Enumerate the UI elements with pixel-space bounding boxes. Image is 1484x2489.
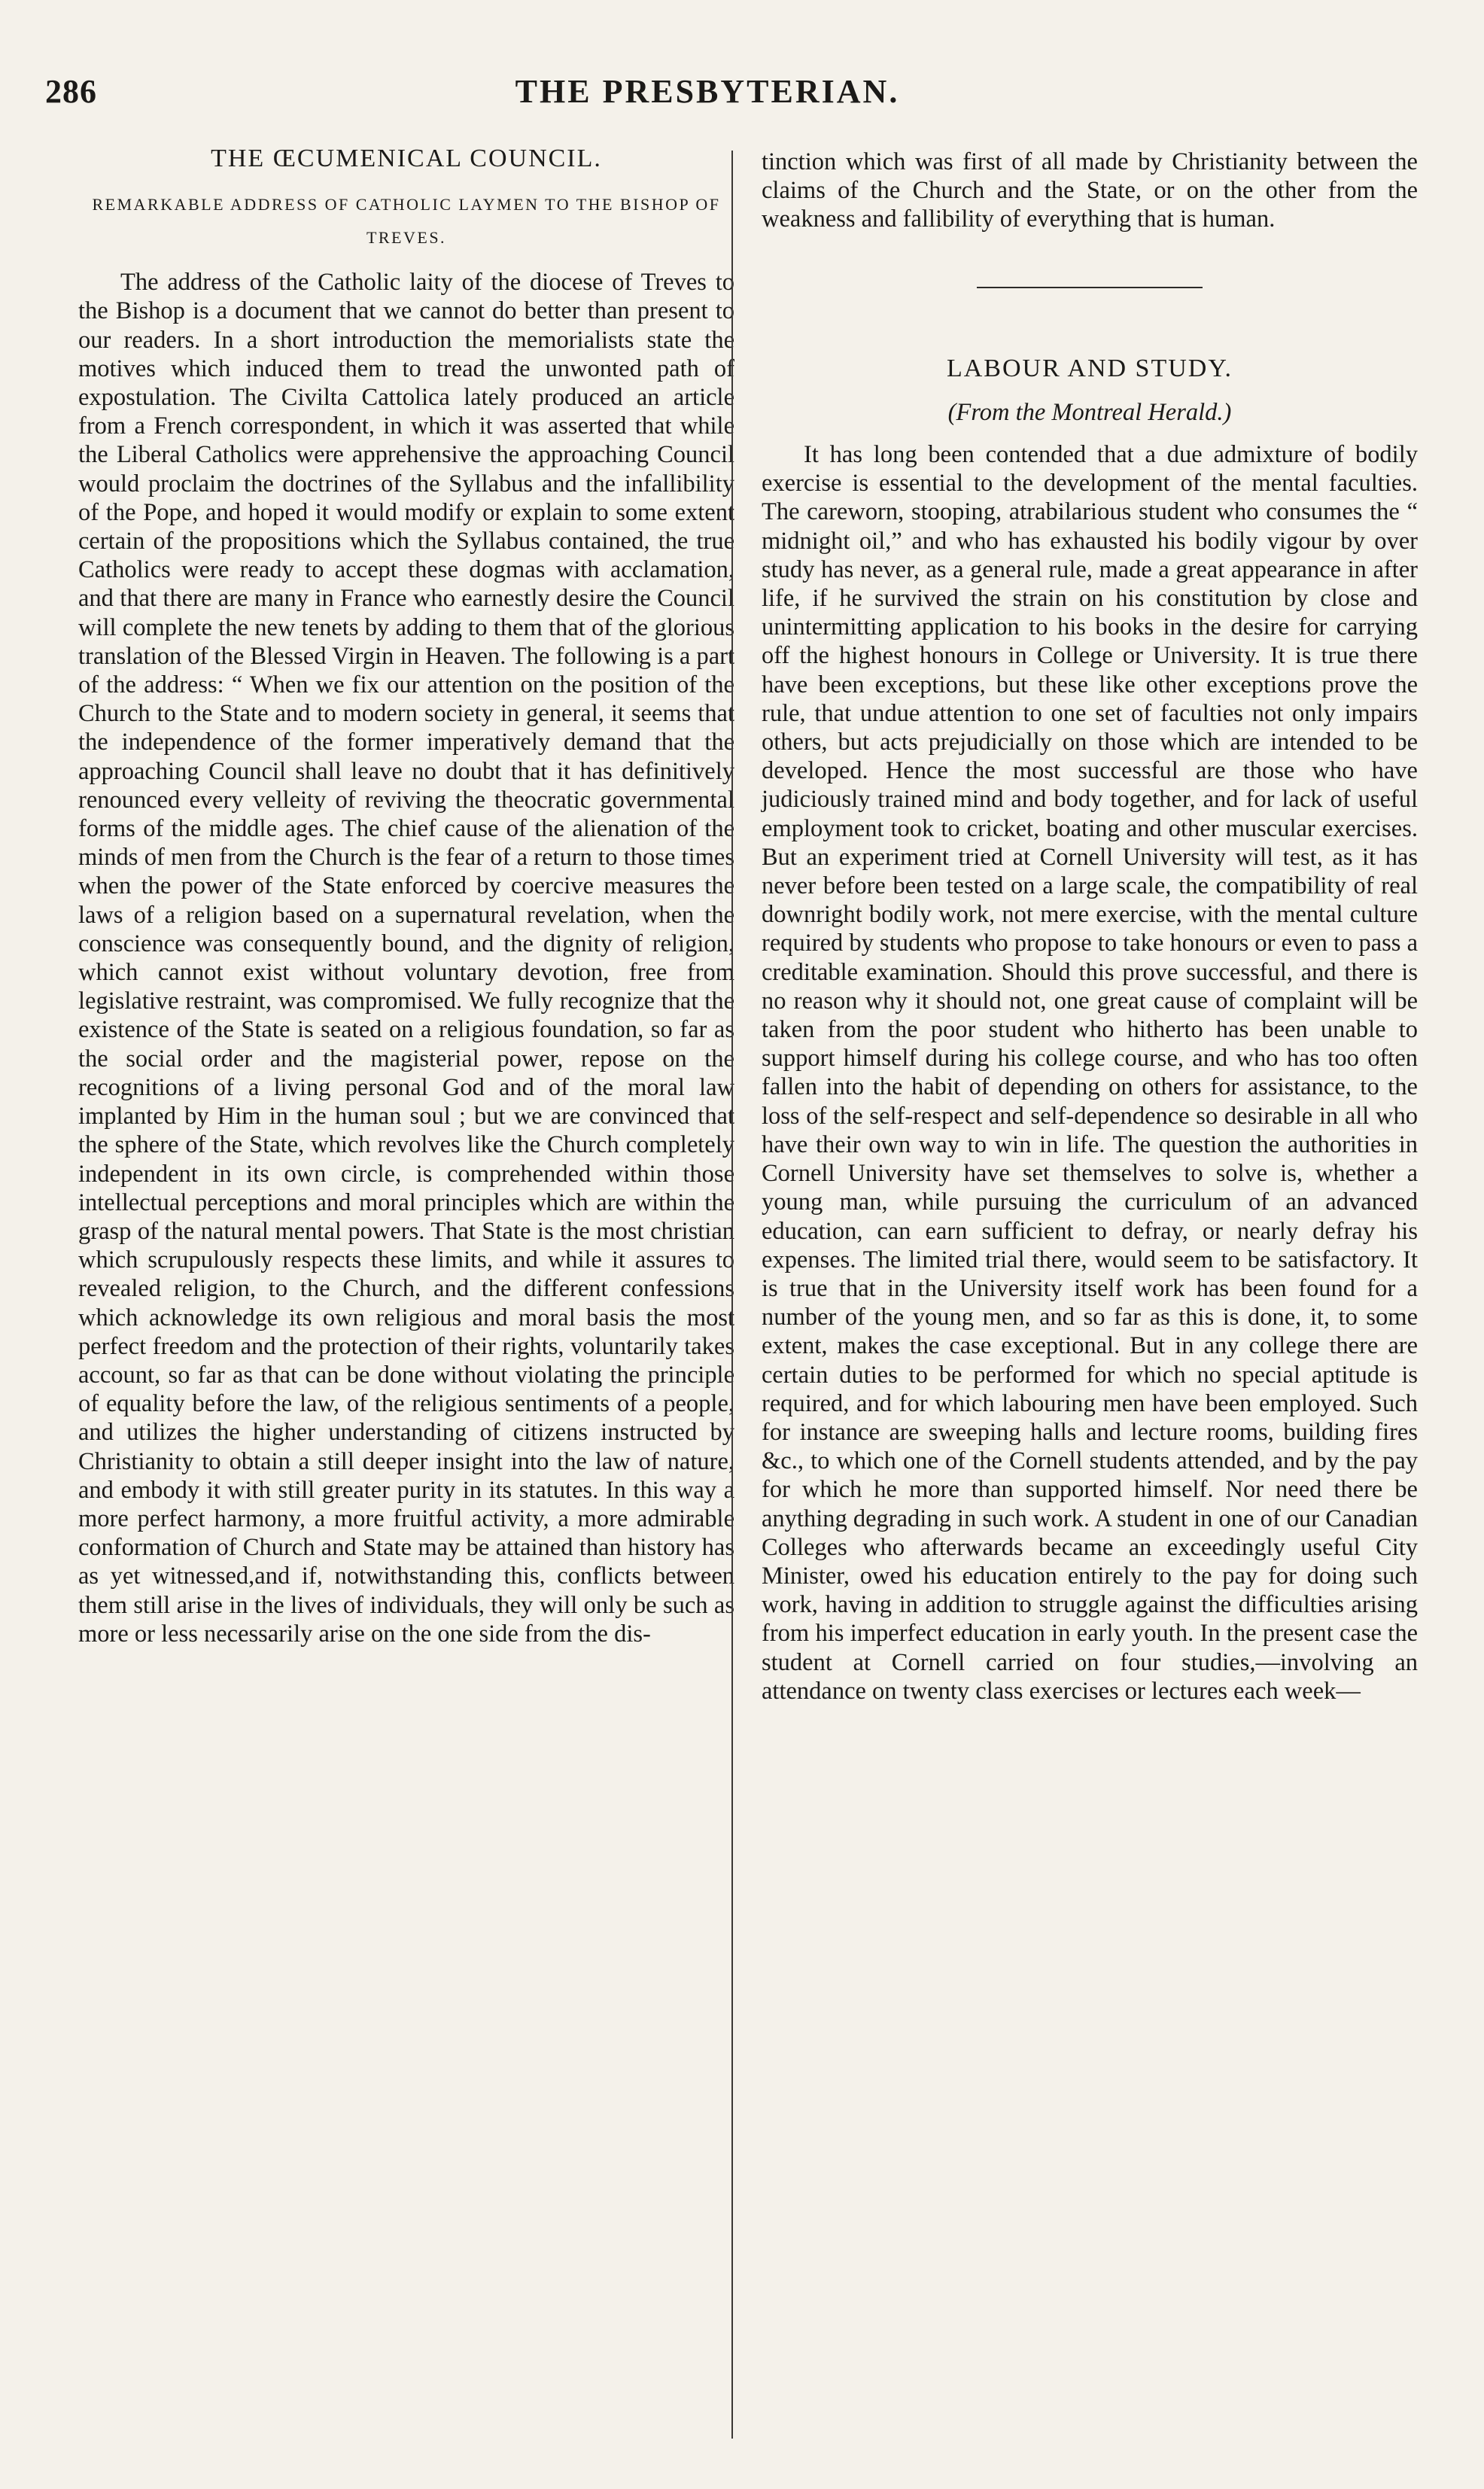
column-divider — [731, 151, 733, 2439]
article-body-oecumenical-council: The address of the Catholic laity of the diocese of Treves to the Bishop is a document that we cannot do better than present to our readers. In a short introduction the memorialists state the motives which induced them to tread the unwonted path of expostulation. The Civilta Cattolica lately produced an article from a French correspondent, in which it was asserted that while the Liberal Catholics were apprehensive the approaching Council would proclaim the doctrines of the Syllabus and the infallibility of the Pope, and hoped it would modify or explain to some extent certain of the propositions which the Syllabus contained, the true Catholics were ready to accept these dogmas with acclamation, and that there are many in France who earnestly desire the Council will complete the new tenets by adding to them that of the glorious translation of the Blessed Virgin in Heaven. The following is a part of the address: “ When we fix our attention on the position of the Church to the State and to modern society in general, it seems that the independence of the former imperatively demand that the approaching Council shall leave no doubt that it has definitively renounced every velleity of reviving the theocratic governmental forms of the middle ages. The chief cause of the alienation of the minds of men from the Church is the fear of a return to those times when the power of the State enforced by coercive measures the laws of a religion based on a supernatural revelation, when the conscience was consequently bound, and the dignity of religion, which cannot exist without voluntary devotion, free from legislative restraint, was compromised. We fully recognize that the existence of the State is seated on a religious foundation, so far as the social order and the magisterial power, repose on the recognitions of a living personal God and of the moral law implanted by Him in the human soul ; but we are convinced that the sphere of the State, which revolves like the Church completely independent in its own circle, is comprehended within those intellectual perceptions and moral principles which are within the grasp of the natural mental powers. That State is the most christian which scrupulously respects these limits, and while it assures to revealed religion, to the Church, and the different confessions which acknowledge its own religious and moral basis the most perfect freedom and the protection of their rights, voluntarily takes account, so far as that can be done without violating the principle of equality before the law, of the religious sentiments of a people, and utilizes the higher understanding of citizens instructed by Christianity to obtain a still deeper insight into the law of nature, and embody it with still greater purity in its statutes. In this way a more perfect harmony, a more fruitful activity, a more admirable conformation of Church and State may be attained than history has as yet witnessed,and if, notwithstanding this, conflicts between them still arise in the lives of individuals, they will only be such as more or less necessarily arise on the one side from the dis- — [78, 269, 734, 1648]
page-number: 286 — [45, 73, 97, 110]
article-title-oecumenical-council: THE ŒCUMENICAL COUNCIL. — [211, 145, 602, 172]
article-body-labour-and-study: It has long been contended that a due admixture of bodily exercise is essential to the development of the mental faculties. The careworn, stooping, atrabilarious student who consumes the “ midnight oil,” and who has exhausted his bodily vigour by over study has never, as a general rule, made a great appearance in after life, if he survived the strain on his constitution by close and unintermitting application to his books in the desire for carrying off the highest honours in College or University. It is true there have been exceptions, but these like other exceptions prove the rule, that undue attention to one set of faculties not only impairs others, but acts prejudicially on those which are intended to be developed. Hence the most successful are those who have judiciously trained mind and body together, and for lack of useful employment took to cricket, boating and other muscular exercises. But an experiment tried at Cornell University will test, as it has never before been tested on a large scale, the compatibility of real downright bodily work, not mere exercise, with the mental culture required by students who propose to take honours or even to pass a creditable examination. Should this prove successful, and there is no reason why it should not, one great cause of complaint will be taken from the poor student who hitherto has been unable to support himself during his college course, and who has too often fallen into the habit of depending on others for assistance, to the loss of the self-respect and self-dependence so desirable in all who have their own way to win in life. The question the authorities in Cornell University have set themselves to solve is, whether a young man, while pursuing the curriculum of an advanced education, can earn sufficient to defray, or nearly defray his expenses. The limited trial there, would seem to be satisfactory. It is true that in the University itself work has been found for a number of the young men, and so far as this is done, it, to some extent, makes the case exceptional. But in any college there are certain duties to be performed for which no special aptitude is required, and for which labouring men have been employed. Such for instance are sweeping halls and lecture rooms, building fires &c., to which one of the Cornell students attended, and by the pay for which he more than supported himself. Nor need there be anything degrading in such work. A student in one of our Canadian Colleges who afterwards became an exceedingly useful City Minister, owed his education entirely to the pay for doing such work, having in addition to struggle against the difficulties arising from his imperfect education in early youth. In the present case the student at Cornell carried on four studies,—involving an attendance on twenty class exercises or lectures each week— — [762, 441, 1418, 1705]
page-header — [30, 72, 1385, 117]
article-separator — [977, 287, 1203, 288]
article-source: (From the Montreal Herald.) — [947, 398, 1232, 426]
masthead-title: THE PRESBYTERIAN. — [515, 73, 900, 110]
article-continuation: tinction which was first of all made by Christianity between the claims of the Church and the State, or on the other from the weakness and fallibility of everything that is human. — [762, 148, 1418, 233]
article-subtitle: REMARKABLE ADDRESS OF CATHOLIC LAYMEN TO THE BISHOP OF TREVES. — [92, 195, 721, 248]
left-column — [78, 145, 734, 1648]
right-column — [762, 148, 1418, 1705]
article-title-labour-and-study: LABOUR AND STUDY. — [946, 354, 1233, 382]
